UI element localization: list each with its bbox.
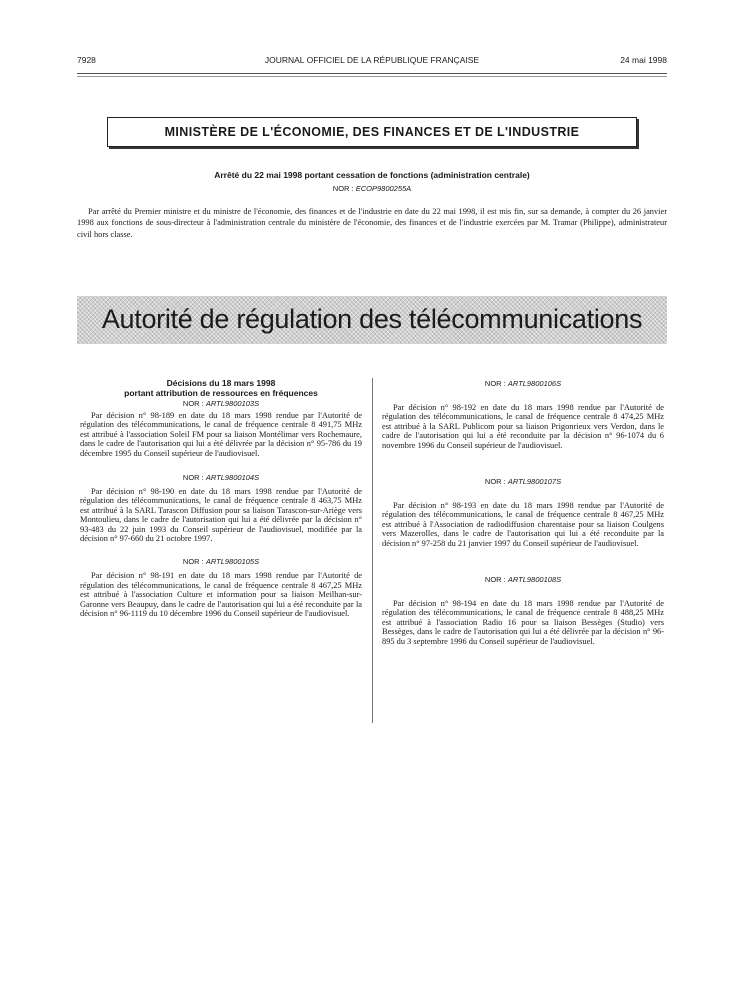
nor-code: ARTL9800107S — [507, 477, 562, 487]
nor-label: NOR : — [182, 399, 204, 408]
nor-code: ARTL9800108S — [507, 575, 562, 585]
nor-label: NOR : — [182, 557, 204, 567]
header-rule-secondary — [77, 76, 667, 77]
nor-code: ARTL9800105S — [205, 557, 260, 567]
nor-label: NOR : — [484, 575, 506, 585]
decree-body: Par arrêté du Premier ministre et du ministre de l'économie, des finances et de l'industrie en date du 22 mai 1998, il est mis fin, sur sa demande, à compter du 26 janvier 1998 aux fonctions de sous-directeur à l'administration centrale du ministère de l'économie, des finances et de l'industrie exercées par M. Tramar (Philippe), administrateur civil hors classe. — [77, 207, 667, 239]
nor-line — [80, 398, 362, 409]
nor-line — [80, 472, 362, 483]
decision-paragraph: Par décision n° 98-191 en date du 18 mars 1998 rendue par l'Autorité de régulation des télécommunications, le canal de fréquence centrale 8 467,25 MHz est attribué à l'association Culture et information pour sa liaison Meilhan-sur-Garonne vers Beaupuy, dans le cadre de l'autorisation qui lui a été reconduite par la décision n° 96-1119 du 10 décembre 1996 du Conseil supérieur de l'audiovisuel. — [80, 571, 362, 619]
decisions-title-line2: portant attribution de ressources en fréquences — [124, 388, 318, 398]
decisions-title-line1: Décisions du 18 mars 1998 — [166, 378, 276, 388]
header-rule — [77, 73, 667, 74]
nor-line — [382, 574, 664, 585]
ministry-heading-box — [107, 117, 637, 147]
left-column — [80, 378, 362, 619]
page-number: 7928 — [77, 55, 96, 65]
nor-code: ARTL9800106S — [507, 379, 562, 388]
authority-banner — [77, 296, 667, 344]
decree-title: Arrêté du 22 mai 1998 portant cessation de fonctions (administration centrale) — [214, 170, 530, 180]
nor-label: NOR : — [332, 184, 354, 193]
nor-label: NOR : — [484, 477, 506, 487]
authority-title: Autorité de régulation des télécommunications — [101, 304, 643, 334]
nor-code: ECOP9800255A — [355, 184, 412, 193]
page-header — [77, 55, 667, 69]
decision-paragraph: Par décision n° 98-194 en date du 18 mars 1998 rendue par l'Autorité de régulation des télécommunications, le canal de fréquence centrale 8 488,25 MHz est attribué à l'association Radio 16 pour sa liaison Bessèges (Studio) vers Bessèges, dans le cadre de l'autorisation qui lui a été délivrée par la décision n° 96-895 du 3 septembre 1996 du Conseil supérieur de l'audiovisuel. — [382, 599, 664, 646]
ministry-title: MINISTÈRE DE L'ÉCONOMIE, DES FINANCES ET DE L'INDUSTRIE — [164, 125, 580, 139]
column-divider — [372, 378, 373, 723]
nor-line — [80, 556, 362, 567]
nor-line — [382, 378, 664, 389]
journal-title: JOURNAL OFFICIEL DE LA RÉPUBLIQUE FRANÇAISE — [264, 55, 480, 65]
decision-paragraph: Par décision n° 98-193 en date du 18 mars 1998 rendue par l'Autorité de régulation des télécommunications, le canal de fréquence centrale 8 467,25 MHz est attribué à l'Association de radiodiffusion charentaise pour sa liaison Coulgens vers Mazerolles, dans le cadre de l'autorisation qui lui a été reconduite par la décision n° 97-258 du 21 janvier 1997 du Conseil supérieur de l'audiovisuel. — [382, 501, 664, 548]
right-column — [382, 378, 664, 646]
issue-date: 24 mai 1998 — [620, 55, 667, 65]
nor-code: ARTL9800104S — [205, 473, 260, 483]
decision-paragraph: Par décision n° 98-192 en date du 18 mars 1998 rendue par l'Autorité de régulation des télécommunications, le canal de fréquence centrale 8 474,25 MHz est attribué à la SARL Publicom pour sa liaison Prigonrieux vers Verdon, dans le cadre de l'autorisation qui lui a été reconduite par la décision n° 96-1074 du 6 novembre 1996 du Conseil supérieur de l'audiovisuel. — [382, 403, 664, 450]
decision-paragraph: Par décision n° 98-189 en date du 18 mars 1998 rendue par l'Autorité de régulation des télécommunications, le canal de fréquence centrale 8 491,75 MHz est attribué à l'association Soleil FM pour sa liaison Montélimar vers Rochemaure, dans le cadre de l'autorisation qui lui a été délivrée par la décision n° 95-786 du 19 décembre 1995 du Conseil supérieur de l'audiovisuel. — [80, 411, 362, 458]
nor-label: NOR : — [182, 473, 204, 483]
decision-paragraph: Par décision n° 98-190 en date du 18 mars 1998 rendue par l'Autorité de régulation des télécommunications, le canal de fréquence centrale 8 463,75 MHz est attribué à la SARL Tarascon Diffusion pour sa liaison Tarascon-sur-Ariège vers Montoulieu, dans le cadre de l'autorisation qui lui a été délivrée par la décision n° 93-483 du 22 juin 1993 du Conseil supérieur de l'audiovisuel, modifiée par la décision n° 97-660 du 21 octobre 1997. — [80, 487, 362, 544]
nor-label: NOR : — [484, 379, 506, 388]
nor-code: ARTL9800103S — [205, 399, 260, 408]
nor-line — [382, 476, 664, 487]
decree-nor — [77, 184, 667, 193]
